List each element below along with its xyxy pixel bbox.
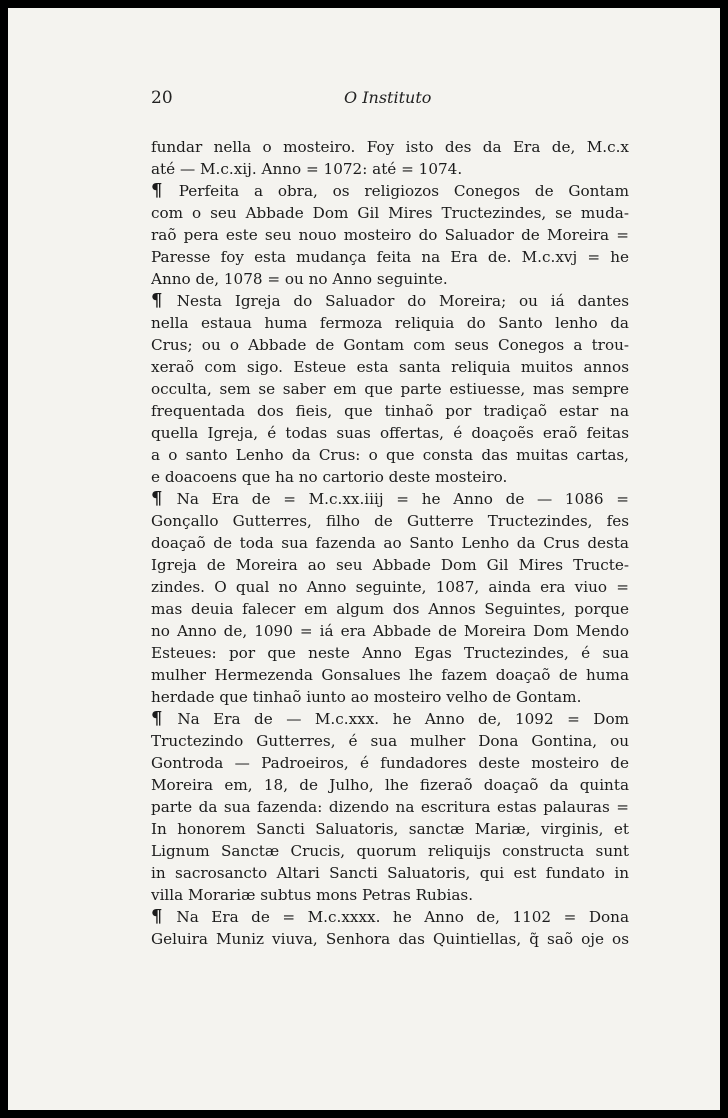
page-number: 20 [151,88,173,108]
text-line [151,378,629,400]
text-line [151,576,629,598]
line-text: Lignum Sanctæ Crucis, quorum reliquijs constructa sunt [151,842,629,860]
line-text: Paresse foy esta mudança feita na Era de. M.c.xvj = he [151,248,629,266]
text-line [151,532,629,554]
line-text: a o santo Lenho da Crus: o que consta das muitas cartas, [151,446,629,464]
line-text: Tructezindo Gutterres, é sua mulher Dona Gontina, ou [151,732,629,750]
paragraph-mark-icon: ¶ [151,906,177,927]
line-text: Moreira em, 18, de Julho, lhe fizeraõ doaçaõ da quinta [151,776,629,794]
body-text [151,136,629,950]
text-line [151,180,629,202]
line-text: fundar nella o mosteiro. Foy isto des da Era de, M.c.x [151,138,629,156]
text-line [151,334,629,356]
text-line [151,796,629,818]
text-line [151,268,629,290]
line-text: Na Era de = M.c.xxxx. he Anno de, 1102 = Dona [176,908,629,926]
line-text: Anno de, 1078 = ou no Anno seguinte. [151,270,448,288]
text-line [151,884,629,906]
text-line [151,862,629,884]
line-text: Esteues: por que neste Anno Egas Tructezindes, é sua [151,644,629,662]
text-line [151,708,629,730]
line-text: herdade que tinhaõ iunto ao mosteiro velho de Gontam. [151,688,582,706]
line-text: Gonçallo Gutterres, filho de Gutterre Tructezindes, fes [151,512,629,530]
text-line [151,774,629,796]
text-line [151,620,629,642]
text-line [151,730,629,752]
running-title: O Instituto [344,88,432,107]
text-line [151,466,629,488]
line-text: Crus; ou o Abbade de Gontam com seus Conegos a trou- [151,336,629,354]
book-page [8,8,720,1110]
line-text: no Anno de, 1090 = iá era Abbade de Moreira Dom Mendo [151,622,629,640]
text-line [151,400,629,422]
line-text: mas deuia falecer em algum dos Annos Seguintes, porque [151,600,629,618]
text-line [151,840,629,862]
text-line [151,554,629,576]
line-text: villa Morariæ subtus mons Petras Rubias. [151,886,474,904]
text-line [151,510,629,532]
paragraph-mark-icon: ¶ [151,290,177,311]
line-text: occulta, sem se saber em que parte estiuesse, mas sempre [151,380,629,398]
text-line [151,598,629,620]
text-line [151,906,629,928]
line-text: Geluira Muniz viuva, Senhora das Quintiellas, q̃ saõ oje os [151,930,629,948]
text-line [151,642,629,664]
line-text: Nesta Igreja do Saluador do Moreira; ou iá dantes [176,292,629,310]
text-line [151,444,629,466]
line-text: parte da sua fazenda: dizendo na escritura estas palauras = [151,798,629,816]
text-line [151,928,629,950]
text-line [151,246,629,268]
line-text: Gontroda — Padroeiros, é fundadores deste mosteiro de [151,754,629,772]
text-line [151,356,629,378]
line-text: raõ pera este seu nouo mosteiro do Saluador de Moreira = [151,226,629,244]
paragraph-mark-icon: ¶ [151,488,177,509]
line-text: doaçaõ de toda sua fazenda ao Santo Lenho da Crus desta [151,534,629,552]
line-text: mulher Hermezenda Gonsalues lhe fazem doaçaõ de huma [151,666,629,684]
line-text: zindes. O qual no Anno seguinte, 1087, ainda era viuo = [151,578,629,596]
text-line [151,686,629,708]
text-line [151,422,629,444]
text-line [151,224,629,246]
line-text: Igreja de Moreira ao seu Abbade Dom Gil Mires Tructe- [151,556,629,574]
line-text: xeraõ com sigo. Esteue esta santa reliquia muitos annos [151,358,629,376]
line-text: e doacoens que ha no cartorio deste mosteiro. [151,468,508,486]
line-text: até — M.c.xij. Anno = 1072: até = 1074. [151,160,463,178]
line-text: frequentada dos fieis, que tinhaõ por tradiçaõ estar na [151,402,629,420]
text-line [151,136,629,158]
text-line [151,290,629,312]
text-line [151,158,629,180]
line-text: com o seu Abbade Dom Gil Mires Tructezindes, se muda- [151,204,629,222]
text-line [151,752,629,774]
line-text: nella estaua huma fermoza reliquia do Santo lenho da [151,314,629,332]
text-line [151,312,629,334]
line-text: Na Era de — M.c.xxx. he Anno de, 1092 = Dom [177,710,629,728]
line-text: Na Era de = M.c.xx.iiij = he Anno de — 1086 = [176,490,629,508]
paragraph-mark-icon: ¶ [151,708,178,729]
line-text: Perfeita a obra, os religiozos Conegos de Gontam [178,182,629,200]
line-text: quella Igreja, é todas suas offertas, é doaçoẽs eraõ feitas [151,424,629,442]
text-line [151,664,629,686]
text-line [151,488,629,510]
line-text: in sacrosancto Altari Sancti Saluatoris, qui est fundato in [151,864,629,882]
line-text: In honorem Sancti Saluatoris, sanctæ Mariæ, virginis, et [151,820,629,838]
text-line [151,818,629,840]
paragraph-mark-icon: ¶ [151,180,179,201]
text-line [151,202,629,224]
